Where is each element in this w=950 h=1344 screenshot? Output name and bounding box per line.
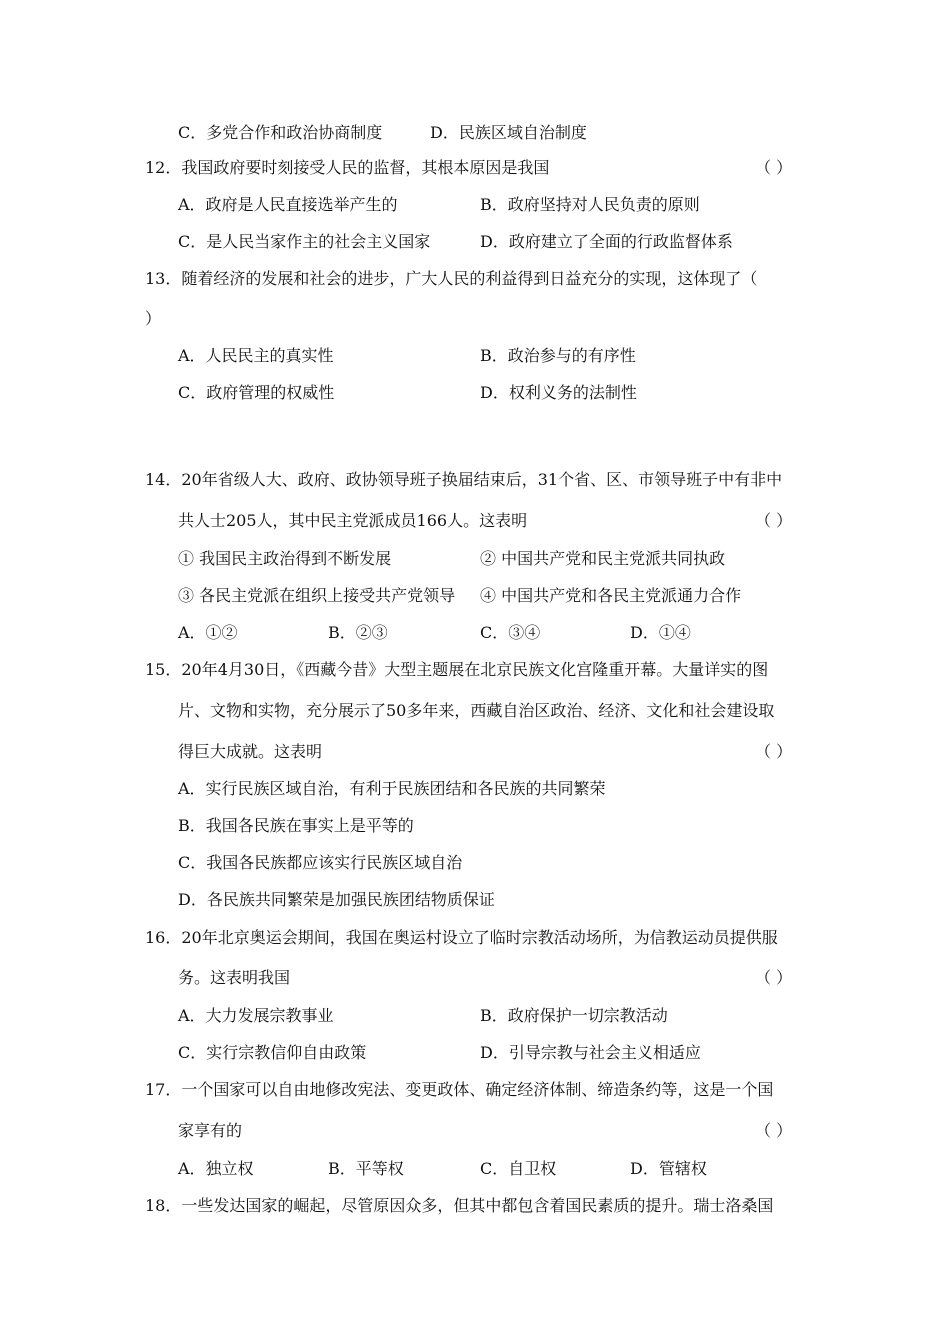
q13-stem: 13．随着经济的发展和社会的进步，广大人民的利益得到日益充分的实现，这体现了（ [145, 269, 758, 288]
q17-stem-cont: 家享有的 [178, 1121, 243, 1140]
q14-option-a: A．①② [178, 623, 238, 642]
q14-statement-3: ③ 各民主党派在组织上接受共产党领导 [178, 586, 456, 605]
q15-option-c: C．我国各民族都应该实行民族区域自治 [178, 853, 463, 872]
q11-option-c: C．多党合作和政治协商制度 [178, 123, 383, 142]
q14-statement-4: ④ 中国共产党和各民主党派通力合作 [480, 586, 742, 605]
q13-option-a: A．人民民主的真实性 [178, 346, 334, 365]
q15-option-a: A．实行民族区域自治，有利于民族团结和各民族的共同繁荣 [178, 779, 606, 798]
q16-option-c: C．实行宗教信仰自由政策 [178, 1043, 367, 1062]
q18-stem: 18．一些发达国家的崛起，尽管原因众多，但其中都包含着国民素质的提升。瑞士洛桑国 [145, 1196, 774, 1215]
q15-option-b: B．我国各民族在事实上是平等的 [178, 816, 414, 835]
q17-option-a: A．独立权 [178, 1159, 254, 1178]
q16-option-d: D．引导宗教与社会主义相适应 [480, 1043, 701, 1062]
q12-option-c: C．是人民当家作主的社会主义国家 [178, 232, 431, 251]
q17-option-b: B．平等权 [328, 1159, 404, 1178]
q16-stem: 16．20年北京奥运会期间，我国在奥运村设立了临时宗教活动场所，为信教运动员提供服 [145, 928, 778, 947]
q14-option-c: C．③④ [480, 623, 541, 642]
q14-stem-cont: 共人士205人，其中民主党派成员166人。这表明 [178, 511, 528, 530]
q17-answer-paren: （ ） [755, 1121, 793, 1140]
q14-option-b: B．②③ [328, 623, 388, 642]
q12-option-b: B．政府坚持对人民负责的原则 [480, 195, 700, 214]
q15-stem: 15．20年4月30日，《西藏今昔》大型主题展在北京民族文化宫隆重开幕。大量详实的图 [145, 660, 769, 679]
q13-option-c: C．政府管理的权威性 [178, 383, 335, 402]
q12-option-a: A．政府是人民直接选举产生的 [178, 195, 398, 214]
q14-statement-2: ② 中国共产党和民主党派共同执政 [480, 549, 726, 568]
q14-stem: 14．20年省级人大、政府、政协领导班子换届结束后，31个省、区、市领导班子中有非中 [145, 470, 783, 489]
q12-option-d: D．政府建立了全面的行政监督体系 [480, 232, 733, 251]
q16-stem-cont: 务。这表明我国 [178, 968, 291, 987]
q14-statement-1: ① 我国民主政治得到不断发展 [178, 549, 392, 568]
q16-answer-paren: （ ） [755, 968, 793, 987]
q13-stem-cont: ） [145, 309, 162, 328]
q15-stem-cont-2: 得巨大成就。这表明 [178, 742, 323, 761]
q14-option-d: D．①④ [630, 623, 691, 642]
q11-option-d: D．民族区域自治制度 [430, 123, 587, 142]
q14-answer-paren: （ ） [755, 511, 793, 530]
q12-stem: 12．我国政府要时刻接受人民的监督，其根本原因是我国 [145, 158, 550, 177]
q12-answer-paren: （ ） [755, 158, 793, 177]
q15-stem-cont-1: 片、文物和实物，充分展示了50多年来，西藏自治区政治、经济、文化和社会建设取 [178, 701, 775, 720]
q17-option-d: D．管辖权 [630, 1159, 707, 1178]
q15-option-d: D．各民族共同繁荣是加强民族团结物质保证 [178, 890, 495, 909]
q13-option-b: B．政治参与的有序性 [480, 346, 636, 365]
q13-option-d: D．权利义务的法制性 [480, 383, 637, 402]
q16-option-a: A．大力发展宗教事业 [178, 1006, 334, 1025]
q15-answer-paren: （ ） [755, 742, 793, 761]
q16-option-b: B．政府保护一切宗教活动 [480, 1006, 668, 1025]
q17-stem: 17．一个国家可以自由地修改宪法、变更政体、确定经济体制、缔造条约等，这是一个国 [145, 1080, 774, 1099]
q17-option-c: C．自卫权 [480, 1159, 557, 1178]
